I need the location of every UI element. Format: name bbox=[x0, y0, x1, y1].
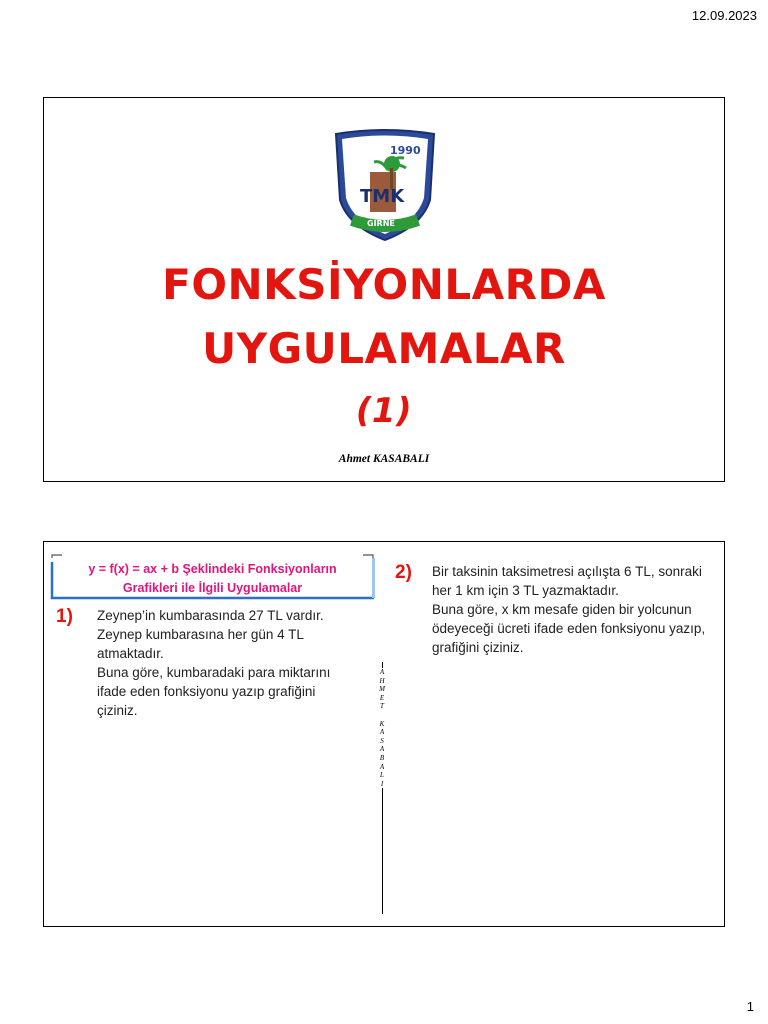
problem-1-line: atmaktadır. bbox=[97, 646, 164, 661]
vertical-letter: H bbox=[375, 677, 389, 686]
problem-1-line: Buna göre, kumbaradaki para miktarını bbox=[97, 665, 331, 680]
problem-2-line: Buna göre, x km mesafe giden bir yolcunun bbox=[432, 602, 692, 617]
crest-letters: TMK bbox=[360, 186, 405, 207]
problem-2-line: ödeyeceği ücreti ifade eden fonksiyonu yazıp, bbox=[432, 621, 706, 636]
title-slide bbox=[43, 97, 725, 482]
vertical-letter: B bbox=[375, 754, 389, 763]
vertical-letter bbox=[375, 711, 389, 720]
problem-1-line: Zeynep kumbarasına her gün 4 TL bbox=[97, 627, 304, 642]
vertical-letter: K bbox=[375, 720, 389, 729]
problem-2-line: Bir taksinin taksimetresi açılışta 6 TL, sonraki bbox=[432, 564, 702, 579]
problem-2-number: 2) bbox=[395, 562, 412, 583]
author-name: Ahmet KASABALI bbox=[338, 453, 430, 465]
page-number: 1 bbox=[746, 999, 754, 1014]
problem-2-text bbox=[432, 562, 718, 657]
problem-1-line: ifade eden fonksiyonu yazıp grafiğini bbox=[97, 684, 316, 699]
vertical-letter: A bbox=[375, 745, 389, 754]
vertical-letter: L bbox=[375, 771, 389, 780]
vertical-letter: S bbox=[375, 737, 389, 746]
problem-1-line: Zeynep’in kumbarasında 27 TL vardır. bbox=[97, 608, 324, 623]
header-date: 12.09.2023 bbox=[691, 8, 757, 23]
vertical-letter: I bbox=[375, 780, 389, 789]
title-line-2: UYGULAMALAR bbox=[202, 324, 566, 373]
heading-line-2: Grafikleri ile İlgili Uygulamalar bbox=[122, 581, 303, 595]
vertical-letter: T bbox=[375, 702, 389, 711]
subtitle: (1) bbox=[355, 391, 413, 431]
heading-line-1: y = f(x) = ax + b Şeklindeki Fonksiyonların bbox=[88, 562, 337, 576]
title-line-1: FONKSİYONLARDA bbox=[162, 260, 606, 309]
shield-icon bbox=[330, 128, 440, 242]
crest-city: GİRNE bbox=[367, 219, 395, 228]
vertical-letter: E bbox=[375, 694, 389, 703]
vertical-letter: A bbox=[375, 668, 389, 677]
vertical-letter: A bbox=[375, 728, 389, 737]
problems-slide bbox=[43, 541, 725, 927]
vertical-letter: A bbox=[375, 763, 389, 772]
section-heading bbox=[50, 552, 375, 600]
problem-1-number: 1) bbox=[56, 606, 73, 627]
problem-2-line: grafiğini çiziniz. bbox=[432, 640, 524, 655]
problem-1-text bbox=[97, 606, 360, 720]
problem-2-line: her 1 km için 3 TL yazmaktadır. bbox=[432, 583, 619, 598]
school-crest bbox=[330, 128, 440, 242]
vertical-letter: M bbox=[375, 685, 389, 694]
crest-year: 1990 bbox=[390, 144, 421, 157]
vertical-author-text bbox=[375, 668, 389, 788]
problem-1-line: çiziniz. bbox=[97, 703, 138, 718]
